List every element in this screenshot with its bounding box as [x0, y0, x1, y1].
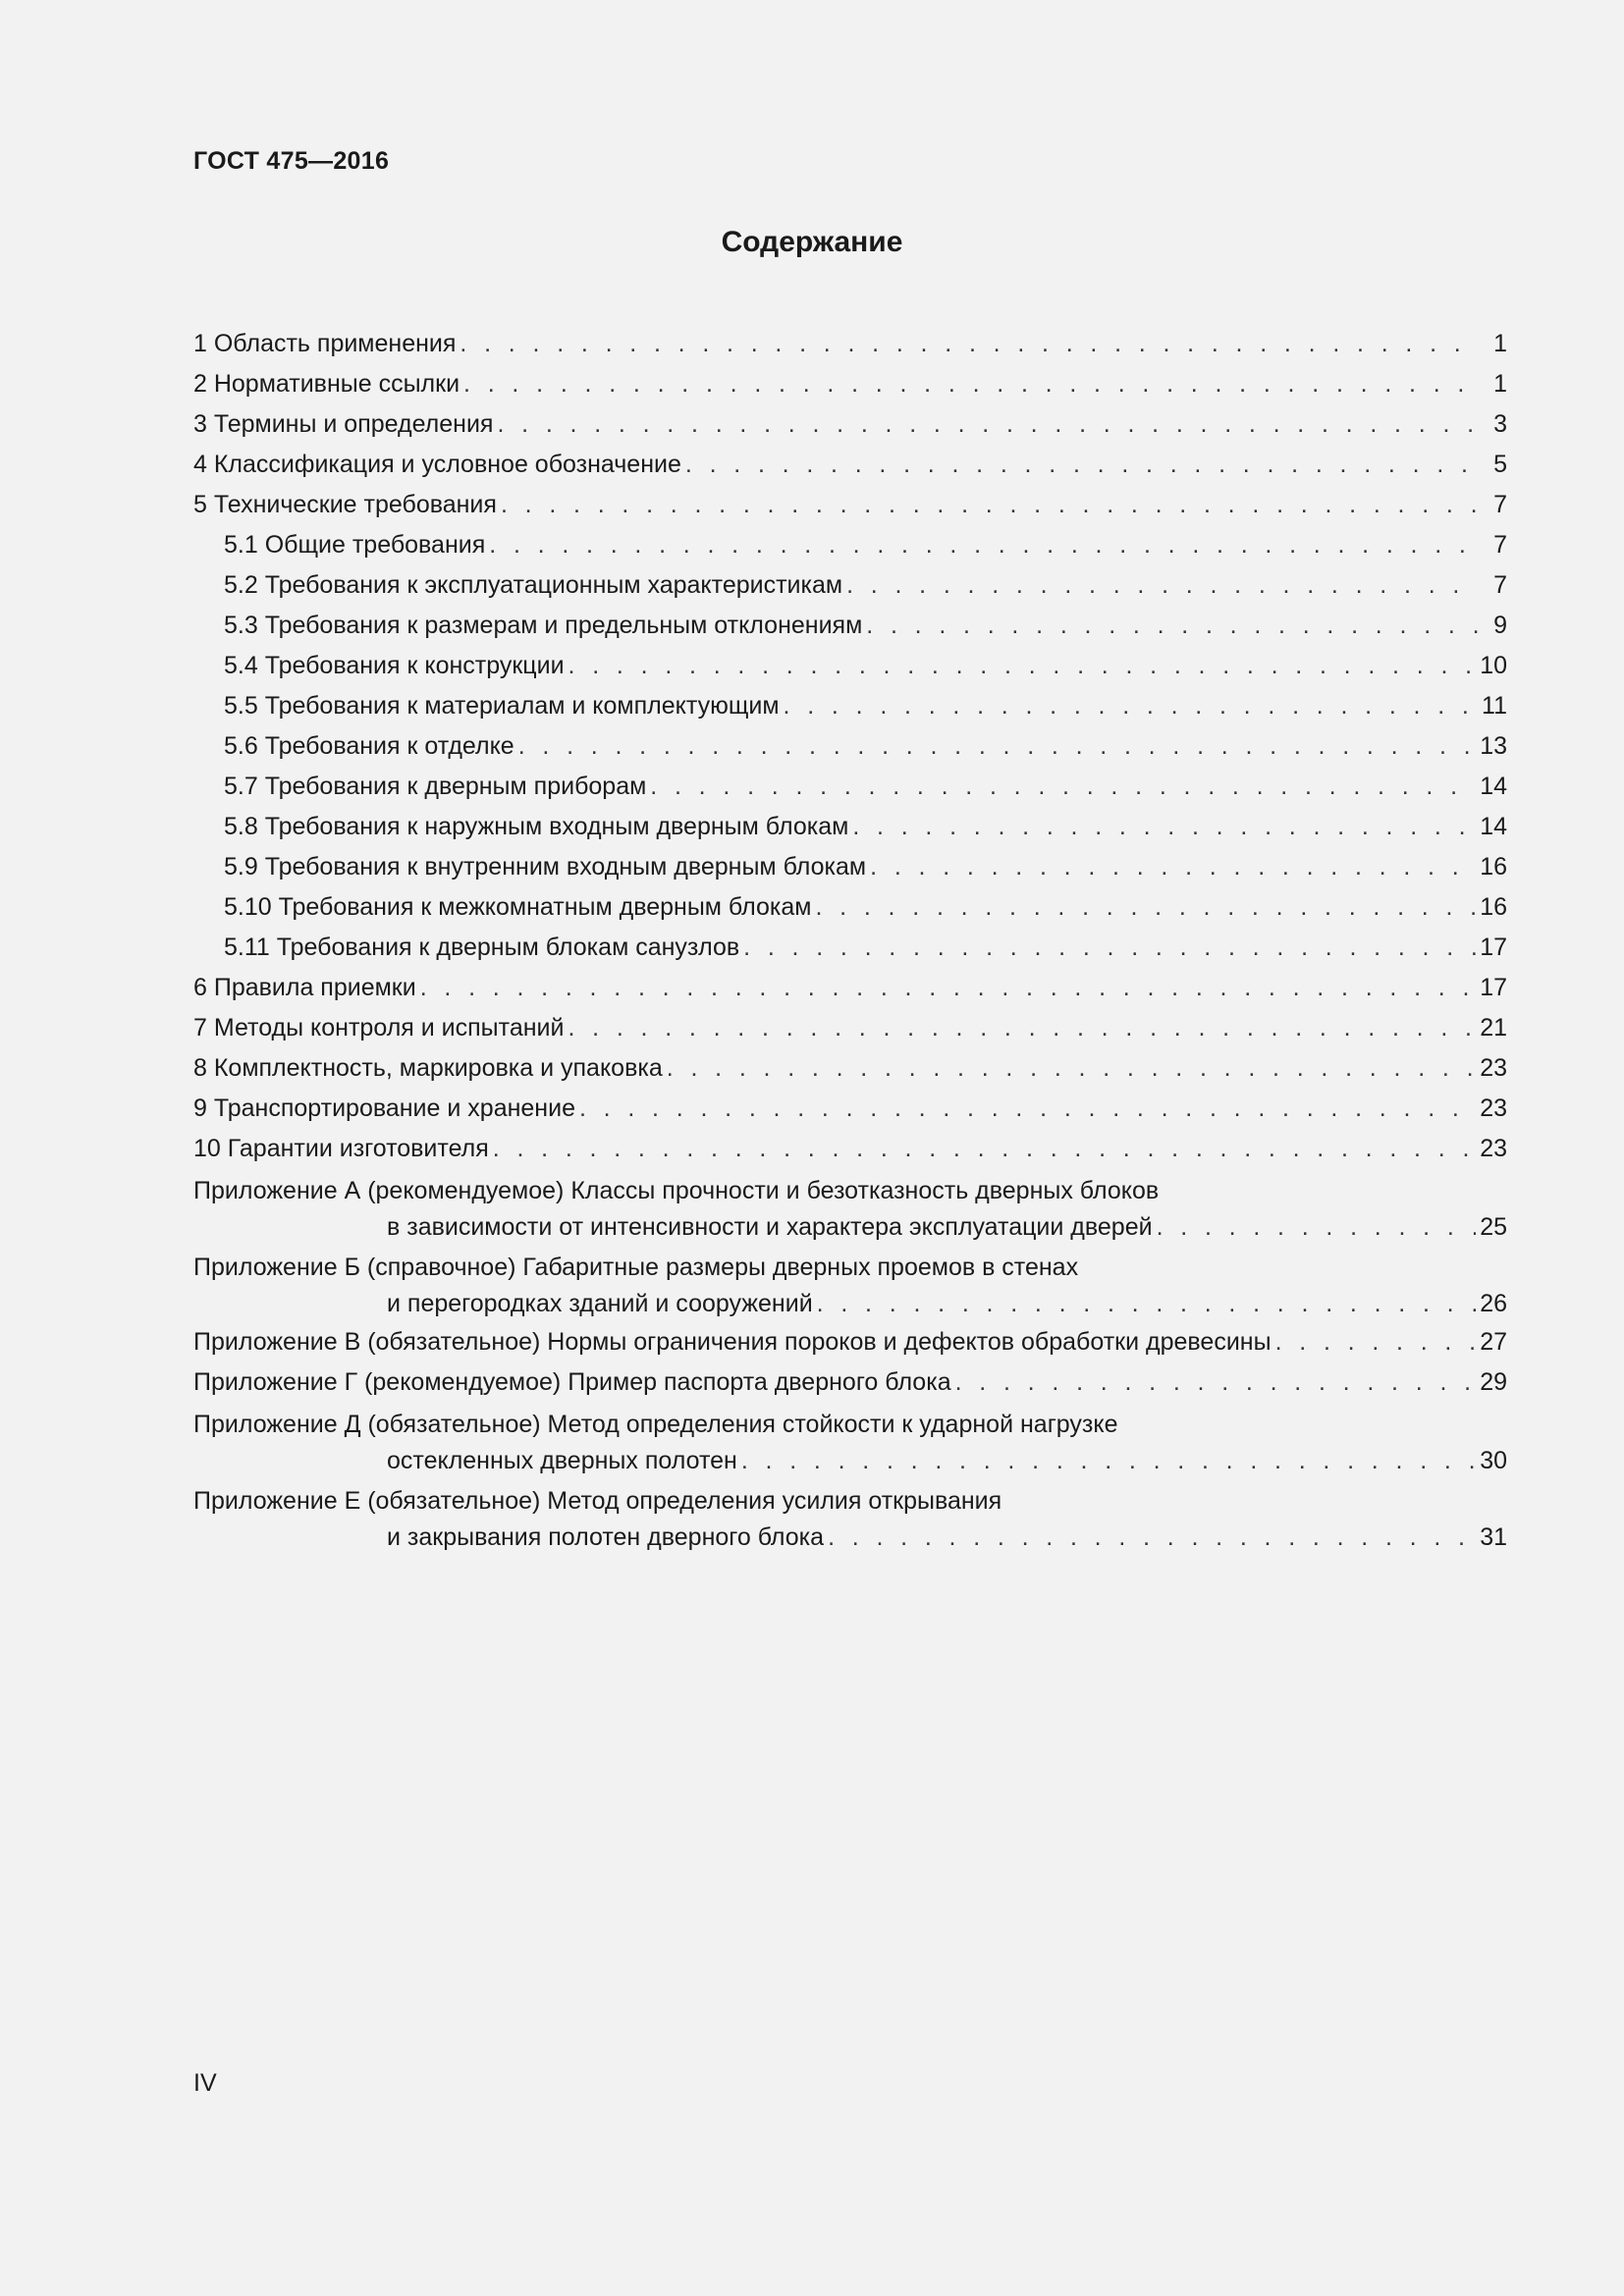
toc-subentry[interactable]: [193, 606, 1507, 646]
toc-entry[interactable]: [193, 404, 1507, 445]
dot-leader: [650, 767, 1476, 807]
toc-entry[interactable]: [193, 364, 1507, 404]
dot-leader: [815, 887, 1476, 928]
toc-appendix-continuation: остекленных дверных полотен: [387, 1447, 737, 1474]
toc-entry-label: 5.8 Требования к наружным входным дверным блокам: [224, 813, 849, 840]
toc-entry-label: 7 Методы контроля и испытаний: [193, 1014, 565, 1041]
toc-entry[interactable]: [193, 1048, 1507, 1089]
toc-entry[interactable]: [193, 485, 1507, 525]
toc-appendix-continuation: и перегородках зданий и сооружений: [387, 1290, 813, 1317]
dot-leader: [460, 324, 1478, 364]
toc-entry[interactable]: [193, 445, 1507, 485]
dot-leader: [784, 686, 1478, 726]
toc-appendix-heading: Приложение А (рекомендуемое) Классы прочности и безотказность дверных блоков: [193, 1177, 1160, 1204]
toc-title: Содержание: [721, 226, 903, 258]
toc-entry[interactable]: [193, 968, 1507, 1008]
footer-page-number: IV: [193, 2069, 217, 2097]
dot-leader: [489, 525, 1478, 565]
toc-entry-label: 5.3 Требования к размерам и предельным отклонениям: [224, 612, 863, 639]
toc-appendix-b-line2[interactable]: [193, 1286, 1507, 1322]
dot-leader: [846, 565, 1478, 606]
toc-subentry[interactable]: [193, 847, 1507, 887]
dot-leader: [420, 968, 1476, 1008]
toc-subentry[interactable]: [193, 646, 1507, 686]
toc-entry-page: 14: [1480, 813, 1507, 840]
toc-entry-label: 5.10 Требования к межкомнатным дверным блокам: [224, 893, 812, 921]
toc-entry-page: 5: [1493, 451, 1507, 478]
document-code: ГОСТ 475—2016: [193, 147, 390, 175]
toc-entry-page: 7: [1493, 531, 1507, 559]
toc-appendix-a-line2[interactable]: [193, 1209, 1507, 1246]
dot-leader: [568, 1008, 1476, 1048]
dot-leader: [955, 1362, 1477, 1403]
dot-leader: [743, 928, 1476, 968]
toc-subentry[interactable]: [193, 887, 1507, 928]
toc-entry-label: 1 Область применения: [193, 330, 457, 357]
toc-entry-page: 1: [1493, 330, 1507, 357]
toc-entry-page: 25: [1480, 1213, 1507, 1241]
toc-subentry[interactable]: [193, 686, 1507, 726]
toc-entry-page: 23: [1480, 1135, 1507, 1162]
dot-leader: [870, 847, 1476, 887]
toc-entry-page: 7: [1493, 571, 1507, 599]
toc-appendix-e-line2[interactable]: [193, 1520, 1507, 1556]
toc-entry-page: 3: [1493, 410, 1507, 438]
toc-entry-label: 5.9 Требования к внутренним входным дверным блокам: [224, 853, 867, 881]
toc-entry[interactable]: [193, 324, 1507, 364]
toc-entry-page: 30: [1480, 1447, 1507, 1474]
dot-leader: [1275, 1322, 1477, 1362]
toc-entry[interactable]: [193, 1129, 1507, 1169]
toc-subentry[interactable]: [193, 767, 1507, 807]
toc-entry-page: 23: [1480, 1095, 1507, 1122]
dot-leader: [667, 1048, 1476, 1089]
toc-entry-page: 13: [1480, 732, 1507, 760]
dot-leader: [493, 1129, 1476, 1169]
toc-entry-page: 26: [1480, 1290, 1507, 1317]
toc-entry-label: 5.2 Требования к эксплуатационным характеристикам: [224, 571, 843, 599]
toc-entry-page: 27: [1480, 1328, 1507, 1356]
toc-entry-label: 9 Транспортирование и хранение: [193, 1095, 575, 1122]
dot-leader: [817, 1286, 1477, 1322]
toc-entry-page: 1: [1493, 370, 1507, 398]
toc-appendix-a-line1[interactable]: [193, 1173, 1507, 1209]
toc-entry-label: 6 Правила приемки: [193, 974, 416, 1001]
dot-leader: [497, 404, 1478, 445]
toc-appendix-g[interactable]: [193, 1362, 1507, 1403]
toc-entry-page: 16: [1480, 893, 1507, 921]
dot-leader: [866, 606, 1478, 646]
toc-entry-label: 4 Классификация и условное обозначение: [193, 451, 681, 478]
toc-subentry[interactable]: [193, 807, 1507, 847]
toc-appendix-heading: Приложение Г (рекомендуемое) Пример паспорта дверного блока: [193, 1368, 951, 1396]
toc-entry-label: 5 Технические требования: [193, 491, 497, 518]
toc-entry-label: 5.6 Требования к отделке: [224, 732, 514, 760]
toc-entry-label: 3 Термины и определения: [193, 410, 494, 438]
table-of-contents: [193, 324, 1507, 1556]
toc-entry-label: 5.5 Требования к материалам и комплектующим: [224, 692, 780, 720]
toc-entry-label: 8 Комплектность, маркировка и упаковка: [193, 1054, 663, 1082]
toc-entry-label: 5.4 Требования к конструкции: [224, 652, 565, 679]
toc-entry-page: 23: [1480, 1054, 1507, 1082]
toc-entry-page: 16: [1480, 853, 1507, 881]
toc-entry-label: 5.1 Общие требования: [224, 531, 486, 559]
toc-appendix-e-line1[interactable]: [193, 1483, 1507, 1520]
dot-leader: [579, 1089, 1476, 1129]
toc-appendix-heading: Приложение Б (справочное) Габаритные размеры дверных проемов в стенах: [193, 1254, 1079, 1281]
toc-appendix-heading: Приложение Д (обязательное) Метод определения стойкости к ударной нагрузке: [193, 1411, 1118, 1438]
toc-entry-page: 7: [1493, 491, 1507, 518]
toc-entry-label: 2 Нормативные ссылки: [193, 370, 460, 398]
toc-entry-page: 21: [1480, 1014, 1507, 1041]
toc-appendix-d-line1[interactable]: [193, 1407, 1507, 1443]
toc-entry-label: 10 Гарантии изготовителя: [193, 1135, 489, 1162]
toc-entry-page: 14: [1480, 773, 1507, 800]
dot-leader: [501, 485, 1478, 525]
dot-leader: [463, 364, 1478, 404]
toc-appendix-continuation: в зависимости от интенсивности и характера эксплуатации дверей: [387, 1213, 1153, 1241]
toc-subentry[interactable]: [193, 928, 1507, 968]
toc-appendix-continuation: и закрывания полотен дверного блока: [387, 1523, 825, 1551]
toc-subentry[interactable]: [193, 525, 1507, 565]
toc-entry[interactable]: [193, 1008, 1507, 1048]
dot-leader: [828, 1520, 1476, 1556]
toc-appendix-heading: Приложение В (обязательное) Нормы ограничения пороков и дефектов обработки древесины: [193, 1328, 1272, 1356]
dot-leader: [1157, 1209, 1477, 1246]
toc-entry-label: 5.11 Требования к дверным блокам санузлов: [224, 934, 740, 961]
dot-leader: [568, 646, 1477, 686]
toc-entry-page: 11: [1482, 692, 1507, 720]
toc-entry-label: 5.7 Требования к дверным приборам: [224, 773, 647, 800]
dot-leader: [852, 807, 1476, 847]
toc-appendix-d-line2[interactable]: [193, 1443, 1507, 1479]
toc-subentry[interactable]: [193, 565, 1507, 606]
toc-entry[interactable]: [193, 1089, 1507, 1129]
dot-leader: [518, 726, 1476, 767]
toc-entry-page: 31: [1480, 1523, 1507, 1551]
dot-leader: [685, 445, 1478, 485]
toc-entry-page: 9: [1493, 612, 1507, 639]
toc-entry-page: 10: [1480, 652, 1507, 679]
toc-appendix-b-line1[interactable]: [193, 1250, 1507, 1286]
toc-appendix-heading: Приложение Е (обязательное) Метод определения усилия открывания: [193, 1487, 1002, 1515]
toc-subentry[interactable]: [193, 726, 1507, 767]
toc-entry-page: 17: [1480, 934, 1507, 961]
dot-leader: [741, 1443, 1476, 1479]
toc-appendix-v[interactable]: [193, 1322, 1507, 1362]
toc-entry-page: 17: [1480, 974, 1507, 1001]
toc-entry-page: 29: [1480, 1368, 1507, 1396]
